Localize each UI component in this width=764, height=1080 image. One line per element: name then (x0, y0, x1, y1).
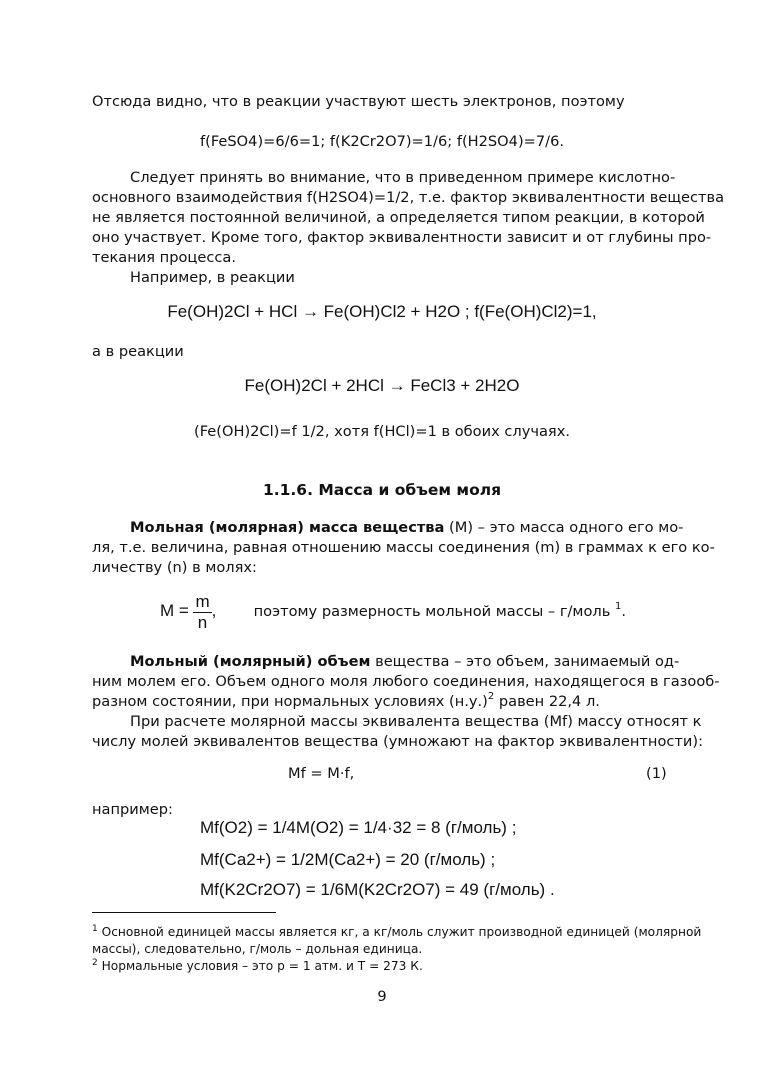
equation-molar-mass (160, 590, 626, 635)
paragraph-other-reaction: а в реакции (92, 343, 184, 360)
paragraph-note-line-4: оно участвует. Кроме того, фактор эквивалентности зависит и от глубины про- (92, 229, 712, 246)
molar-mass-dimension-text: поэтому размерность мольной массы – г/моль (253, 603, 611, 620)
fraction-m-over-n (193, 592, 211, 633)
paragraph-note-line-1: Следует принять во внимание, что в приведенном примере кислотно- (130, 169, 676, 186)
footnote-2 (92, 958, 672, 977)
paragraph-note-line-2: основного взаимодействия f(H2SO4)=1/2, т.е. фактор эквивалентности вещества (92, 189, 725, 206)
paragraph-example: Например, в реакции (130, 269, 295, 286)
paragraph-electrons: Отсюда видно, что в реакции участвуют шесть электронов, поэтому (92, 93, 625, 110)
fraction-numerator: m (195, 591, 210, 611)
footnote-1-mark: 1 (92, 924, 98, 934)
footnote-1-line-2: массы), следовательно, г/моль – дольная единица. (92, 942, 423, 956)
molar-volume-text-a: разном состоянии, при нормальных условиях (н.у.) (92, 693, 488, 710)
equation-factors (0, 132, 764, 152)
equation-equivalence (0, 422, 764, 442)
molar-volume-text: вещества – это объем, занимаемый од- (370, 653, 680, 670)
equation-number: (1) (646, 765, 667, 782)
footnote-2-text: Нормальные условия – это p = 1 атм. и T = 273 К. (97, 959, 423, 973)
footnote-1-text: Основной единицей массы является кг, а кг/моль служит производной единицей (молярной (97, 925, 702, 939)
equation-dichromate: Mf(K2Cr2O7) = 1/6M(K2Cr2O7) = 49 (г/моль) . (200, 880, 555, 899)
equation-oxygen: Mf(O2) = 1/4M(O2) = 1/4·32 = 8 (г/моль) ; (200, 818, 517, 837)
paragraph-molar-volume-line-3 (92, 692, 600, 714)
molar-mass-lhs: M = (160, 601, 189, 620)
footnote-separator (92, 912, 276, 913)
paragraph-molar-volume-line-2: ним молем его. Объем одного моля любого соединения, находящегося в газооб- (92, 673, 720, 690)
paragraph-note-line-5: текания процесса. (92, 249, 236, 266)
molar-mass-end: . (621, 603, 626, 620)
paragraph-molar-volume-line-1 (130, 652, 680, 672)
molar-mass-comma: , (211, 601, 217, 620)
footnote-ref-1: 1 (614, 601, 622, 612)
equation-reaction-1 (0, 302, 764, 322)
equation-reaction-1-text: Fe(OH)2Cl + HCl → Fe(OH)Cl2 + H2O ; f(Fe(OH)Cl2)=1, (167, 302, 597, 321)
paragraph-molar-mass-line-1 (130, 518, 684, 538)
paragraph-molar-mass-line-2: ля, т.е. величина, равная отношению массы соединения (m) в граммах к его ко- (92, 539, 715, 556)
paragraph-note-line-3: не является постоянной величиной, а определяется типом реакции, в которой (92, 209, 705, 226)
paragraph-equivalent-mass-line-2: числу молей эквивалентов вещества (умножают на фактор эквивалентности): (92, 733, 703, 750)
term-molar-mass: Мольная (молярная) масса вещества (130, 519, 445, 536)
molar-mass-text: (M) – это масса одного его мо- (444, 519, 684, 536)
molar-volume-text-b: равен 22,4 л. (494, 693, 600, 710)
footnote-ref-2: 2 (487, 691, 495, 702)
equation-mf: Mf = M·f, (288, 765, 355, 782)
paragraph-equivalent-mass-line-1: При расчете молярной массы эквивалента вещества (Mf) массу относят к (130, 713, 702, 730)
paragraph-for-example: например: (92, 801, 173, 818)
term-molar-volume: Мольный (молярный) объем (130, 653, 371, 670)
footnote-2-mark: 2 (92, 958, 98, 968)
page-number: 9 (377, 988, 387, 1005)
equation-reaction-2 (0, 376, 764, 396)
paragraph-molar-mass-line-3: личеству (n) в молях: (92, 559, 257, 576)
section-heading: 1.1.6. Масса и объем моля (262, 481, 502, 499)
equation-calcium: Mf(Ca2+) = 1/2M(Ca2+) = 20 (г/моль) ; (200, 850, 496, 869)
equation-equivalence-text: (Fe(OH)2Cl)=f 1/2, хотя f(HCl)=1 в обоих случаях. (194, 423, 570, 440)
fraction-denominator: n (197, 612, 208, 632)
equation-factors-text: f(FeSO4)=6/6=1; f(K2Cr2O7)=1/6; f(H2SO4)=7/6. (200, 133, 564, 150)
equation-reaction-2-text: Fe(OH)2Cl + 2HCl → FeCl3 + 2H2O (244, 376, 520, 395)
